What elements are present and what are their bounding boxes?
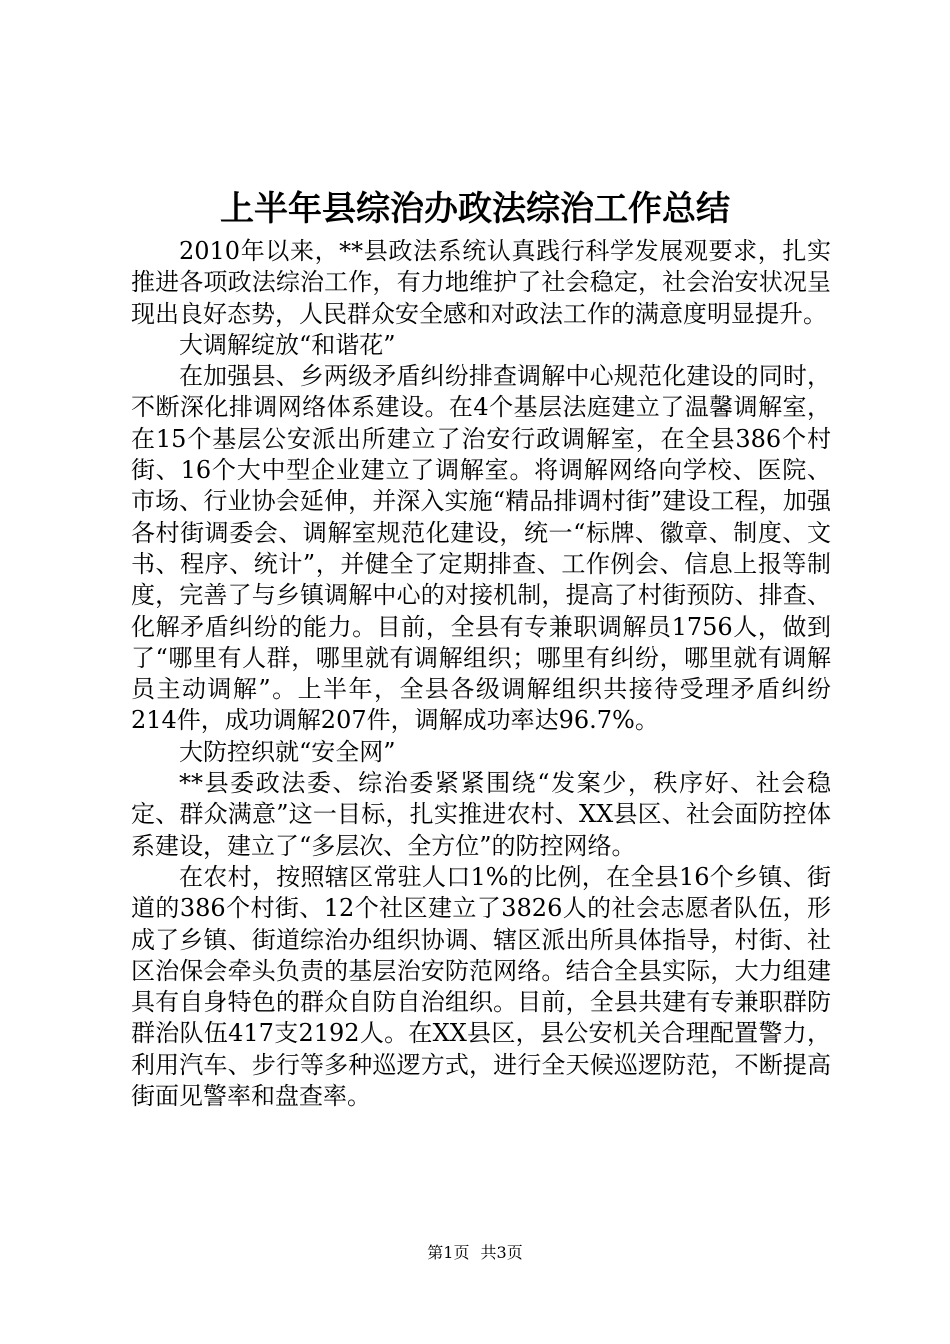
document-body <box>131 236 831 1112</box>
page-footer <box>0 1241 950 1265</box>
paragraph-mediation: 在加强县、乡两级矛盾纠纷排查调解中心规范化建设的同时，不断深化排调网络体系建设。在4个基层法庭建立了温馨调解室，在15个基层公安派出所建立了治安行政调解室，在全县386个村街、16个大中型企业建立了调解室。将调解网络向学校、医院、市场、行业协会延伸，并深入实施“精品排调村街”建设工程，加强各村街调委会、调解室规范化建设，统一“标牌、徽章、制度、文书、程序、统计”，并健全了定期排查、工作例会、信息上报等制度，完善了与乡镇调解中心的对接机制，提高了村街预防、排查、化解矛盾纠纷的能力。目前，全县有专兼职调解员1756人，做到了“哪里有人群，哪里就有调解组织；哪里有纠纷，哪里就有调解员主动调解”。上半年，全县各级调解组织共接待受理矛盾纠纷214件，成功调解207件，调解成功率达96.7%。 <box>131 362 831 735</box>
page-total: 共3页 <box>480 1243 523 1262</box>
section-heading-prevention: 大防控织就“安全网” <box>179 737 396 766</box>
paragraph-prevention: **县委政法委、综治委紧紧围绕“发案少，秩序好、社会稳定、群众满意”这一目标，扎实推进农村、XX县区、社会面防控体系建设，建立了“多层次、全方位”的防控网络。 <box>131 769 831 860</box>
section-heading-mediation: 大调解绽放“和谐花” <box>179 330 396 359</box>
paragraph-intro: 2010年以来，**县政法系统认真践行科学发展观要求，扎实推进各项政法综治工作，有力地维护了社会稳定，社会治安状况呈现出良好态势，人民群众安全感和对政法工作的满意度明显提升。 <box>131 237 831 328</box>
paragraph-rural: 在农村，按照辖区常驻人口1%的比例，在全县16个乡镇、街道的386个村街、12个社区建立了3826人的社会志愿者队伍，形成了乡镇、街道综治办组织协调、辖区派出所具体指导，村街、社区治保会牵头负责的基层治安防范网络。结合全县实际，大力组建具有自身特色的群众自防自治组织。目前，全县共建有专兼职群防群治队伍417支2192人。在XX县区，县公安机关合理配置警力，利用汽车、步行等多种巡逻方式，进行全天候巡逻防范，不断提高街面见警率和盘查率。 <box>131 862 831 1111</box>
document-title: 上半年县综治办政法综治工作总结 <box>220 189 730 229</box>
page-number: 第1页 <box>427 1243 470 1262</box>
